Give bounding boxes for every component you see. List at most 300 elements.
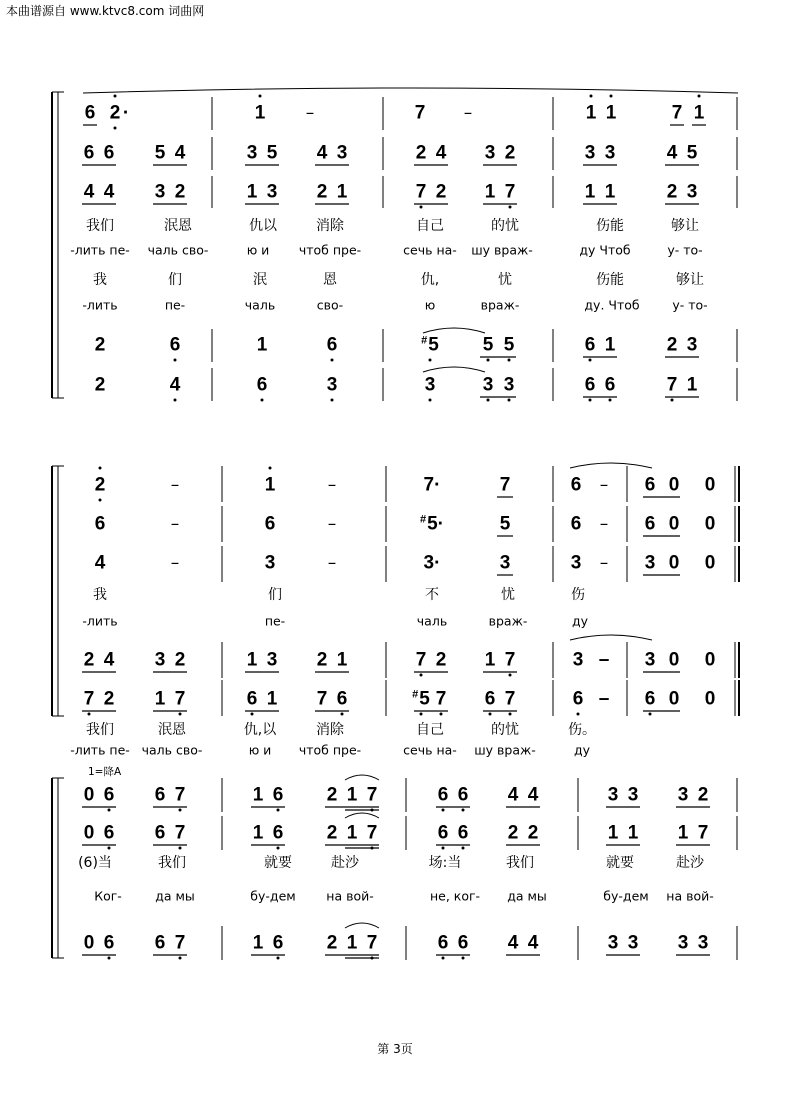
sustain-dash: – <box>170 475 180 495</box>
note: 1 <box>246 649 258 671</box>
high-octave-dot <box>114 95 117 98</box>
high-octave-dot <box>610 95 613 98</box>
note: 1 <box>346 784 358 806</box>
tie-arc <box>345 813 379 818</box>
low-octave-dot <box>420 206 423 209</box>
lyric-russian: бу-дем <box>250 888 296 904</box>
note: 0 <box>668 552 680 574</box>
note: 6 <box>584 334 596 356</box>
note: 7 <box>174 932 186 954</box>
lyric-chinese: 场:当 <box>428 855 462 871</box>
note: 1 <box>605 102 617 124</box>
note: 1 <box>693 102 705 124</box>
low-octave-dot <box>589 399 592 402</box>
low-octave-dot <box>442 809 445 812</box>
low-octave-dot <box>261 399 264 402</box>
lyric-chinese: (6)当 <box>78 855 112 871</box>
note: 2 <box>435 649 447 671</box>
low-octave-dot <box>114 127 117 130</box>
high-octave-dot <box>259 95 262 98</box>
low-octave-dot <box>88 713 91 716</box>
lyric-chinese: 仇以 <box>249 218 277 234</box>
note: 6 <box>272 932 284 954</box>
note: 6 <box>570 474 582 496</box>
note: 7 <box>366 822 378 844</box>
note: 6 <box>484 688 496 710</box>
lyric-russian: у- то- <box>667 242 703 258</box>
note: – <box>598 688 610 710</box>
note: 3 <box>503 374 515 396</box>
note: 7 <box>671 102 683 124</box>
note: 3 <box>644 649 656 671</box>
note: 0 <box>704 688 716 710</box>
sustain-dash: – <box>327 475 337 495</box>
note: 4 <box>103 181 115 203</box>
note: 1 <box>336 649 348 671</box>
lyric-chinese: 泯恩 <box>158 722 186 738</box>
note: 1 <box>254 102 266 124</box>
note: 5 <box>154 142 166 164</box>
note: 3 <box>499 552 511 574</box>
note: 3 <box>484 142 496 164</box>
lyric-russian: ю и <box>246 242 270 258</box>
lyric-russian: -лить пе- <box>70 242 130 258</box>
lyric-chinese: 伤能 <box>596 218 624 234</box>
note: 2 <box>507 822 519 844</box>
note: 0 <box>704 513 716 535</box>
note: 3 <box>246 142 258 164</box>
note: 7 <box>666 374 678 396</box>
note: 6 <box>103 932 115 954</box>
lyric-chinese: 不 <box>425 587 439 603</box>
lyric-russian: чтоб пре- <box>298 742 362 758</box>
note: 7 <box>415 649 427 671</box>
sharp-accidental: # <box>421 334 428 347</box>
low-octave-dot <box>577 713 580 716</box>
note: 2 <box>697 784 709 806</box>
note: 2 <box>435 181 447 203</box>
note: 2 <box>103 688 115 710</box>
low-octave-dot <box>609 399 612 402</box>
note: 3 <box>604 142 616 164</box>
low-octave-dot <box>509 674 512 677</box>
low-octave-dot <box>179 847 182 850</box>
note: 6 <box>154 822 166 844</box>
low-octave-dot <box>179 809 182 812</box>
note: 3· <box>423 552 441 574</box>
note: 3 <box>607 784 619 806</box>
lyric-chinese: 就要 <box>606 855 634 871</box>
note: 2 <box>666 181 678 203</box>
lyric-russian: бу-дем <box>603 888 649 904</box>
note: 3 <box>677 932 689 954</box>
lyric-russian: ду <box>573 742 591 758</box>
lyric-russian: -лить <box>82 613 118 629</box>
lyric-russian: пе- <box>264 613 286 629</box>
note: 4 <box>316 142 328 164</box>
lyric-russian: чаль сво- <box>141 742 203 758</box>
low-octave-dot <box>277 957 280 960</box>
note: 6 <box>584 374 596 396</box>
tie-arc <box>570 463 652 468</box>
high-octave-dot <box>99 467 102 470</box>
note: 1 <box>256 334 268 356</box>
note: 6 <box>437 822 449 844</box>
lyric-russian: -лить <box>82 297 118 313</box>
note: 6 <box>103 142 115 164</box>
note: 2 <box>94 374 106 396</box>
low-octave-dot <box>174 399 177 402</box>
note-digit: 5 <box>419 688 430 710</box>
note: 2 <box>326 822 338 844</box>
note: 3 <box>424 374 436 396</box>
note: 0 <box>704 474 716 496</box>
note: 6 <box>272 784 284 806</box>
note: 1 <box>604 334 616 356</box>
note: 7· <box>423 474 441 496</box>
note-digit: 5· <box>427 513 445 535</box>
lyric-chinese: 够让 <box>676 272 704 288</box>
note: 6 <box>169 334 181 356</box>
note: 7 <box>504 181 516 203</box>
note: 6 <box>604 374 616 396</box>
note-digit: 5 <box>428 334 439 356</box>
lyric-chinese: 伤能 <box>596 272 624 288</box>
lyric-chinese: 忧 <box>501 587 515 603</box>
low-octave-dot <box>489 713 492 716</box>
note: 7 <box>174 688 186 710</box>
lyric-chinese: 赴沙 <box>331 855 359 871</box>
note: 6 <box>572 688 584 710</box>
note: 6 <box>154 784 166 806</box>
lyric-russian: ду <box>571 613 589 629</box>
note: 6 <box>336 688 348 710</box>
note: 1 <box>246 181 258 203</box>
low-octave-dot <box>99 499 102 502</box>
sustain-dash: – <box>599 553 609 573</box>
high-octave-dot <box>698 95 701 98</box>
note: 6 <box>326 334 338 356</box>
note: 1 <box>266 688 278 710</box>
note: 4 <box>83 181 95 203</box>
note: 6 <box>437 784 449 806</box>
low-octave-dot <box>331 399 334 402</box>
low-octave-dot <box>508 359 511 362</box>
note: – <box>598 649 610 671</box>
note <box>412 689 430 708</box>
lyric-chinese: 们 <box>268 587 282 603</box>
note: 4 <box>174 142 186 164</box>
low-octave-dot <box>371 847 374 850</box>
note: 7 <box>415 181 427 203</box>
low-octave-dot <box>442 847 445 850</box>
note: 6 <box>94 513 106 535</box>
note: 0 <box>704 552 716 574</box>
lyric-chinese: 伤。 <box>568 722 596 738</box>
note <box>421 335 439 354</box>
note: 7 <box>366 932 378 954</box>
lyric-chinese: 泯恩 <box>164 218 192 234</box>
note: 6 <box>570 513 582 535</box>
low-octave-dot <box>341 713 344 716</box>
note: 1 <box>686 374 698 396</box>
low-octave-dot <box>487 359 490 362</box>
lyric-russian: шу враж- <box>474 742 536 758</box>
lyric-chinese: 自己 <box>416 218 444 234</box>
lyric-russian: враж- <box>488 613 528 629</box>
lyric-russian: ду. Чтоб <box>584 297 640 313</box>
high-octave-dot <box>269 467 272 470</box>
note: 2 <box>527 822 539 844</box>
lyric-russian: сечь на- <box>403 742 457 758</box>
low-octave-dot <box>277 847 280 850</box>
note: 2 <box>94 334 106 356</box>
tie-arc <box>423 328 485 333</box>
low-octave-dot <box>487 399 490 402</box>
note: 3 <box>644 552 656 574</box>
note: 6 <box>457 932 469 954</box>
note: 6 <box>83 142 95 164</box>
note: 4 <box>169 374 181 396</box>
note: 6 <box>457 822 469 844</box>
note: 3 <box>326 374 338 396</box>
low-octave-dot <box>179 957 182 960</box>
note: 4 <box>527 932 539 954</box>
sustain-dash: – <box>170 514 180 534</box>
lyric-chinese: 我 <box>93 272 107 288</box>
note: 6 <box>103 784 115 806</box>
note: 6 <box>256 374 268 396</box>
lyric-chinese: 忧 <box>498 272 512 288</box>
note: 7 <box>316 688 328 710</box>
sustain-dash: – <box>327 553 337 573</box>
note: 2 <box>666 334 678 356</box>
note: 1 <box>336 181 348 203</box>
lyric-russian: чаль <box>244 297 276 313</box>
note: 1 <box>346 932 358 954</box>
lyric-russian: у- то- <box>672 297 708 313</box>
note: 3 <box>572 649 584 671</box>
note: 2 <box>316 649 328 671</box>
note: 1 <box>484 181 496 203</box>
lyric-chinese: 我们 <box>86 722 114 738</box>
low-octave-dot <box>331 359 334 362</box>
low-octave-dot <box>174 359 177 362</box>
note: 7 <box>504 688 516 710</box>
note: 4 <box>435 142 447 164</box>
note: 1 <box>604 181 616 203</box>
lyric-chinese: 泯 <box>253 272 267 288</box>
tie-arc <box>570 635 652 640</box>
note: 0 <box>83 784 95 806</box>
sharp-accidental: # <box>412 688 419 701</box>
low-octave-dot <box>649 713 652 716</box>
low-octave-dot <box>179 713 182 716</box>
lyric-chinese: 我 <box>93 587 107 603</box>
lyric-russian: на вой- <box>666 888 714 904</box>
note: 3 <box>686 334 698 356</box>
note: 4 <box>527 784 539 806</box>
note: 0 <box>668 688 680 710</box>
note: 7 <box>366 784 378 806</box>
low-octave-dot <box>462 957 465 960</box>
sustain-dash: – <box>599 514 609 534</box>
note: 0 <box>704 649 716 671</box>
note: 2 <box>326 784 338 806</box>
note: 3 <box>570 552 582 574</box>
tie-arc <box>83 88 738 93</box>
site-header: 本曲谱源自 www.ktvc8.com 词曲网 <box>6 4 205 18</box>
low-octave-dot <box>442 957 445 960</box>
sustain-dash: – <box>599 475 609 495</box>
lyric-russian: пе- <box>164 297 186 313</box>
low-octave-dot <box>440 713 443 716</box>
low-octave-dot <box>509 206 512 209</box>
lyric-chinese: 消除 <box>316 722 344 738</box>
note: 6 <box>457 784 469 806</box>
low-octave-dot <box>429 359 432 362</box>
note: 7 <box>174 822 186 844</box>
low-octave-dot <box>509 713 512 716</box>
note: 2 <box>415 142 427 164</box>
note: 1 <box>585 102 597 124</box>
note: 2 <box>174 181 186 203</box>
lyric-chinese: 我们 <box>158 855 186 871</box>
lyric-russian: на вой- <box>326 888 374 904</box>
note: 6 <box>644 513 656 535</box>
note: 6 <box>644 474 656 496</box>
note: 3 <box>154 649 166 671</box>
note: 7 <box>697 822 709 844</box>
low-octave-dot <box>589 359 592 362</box>
note: 6 <box>246 688 258 710</box>
lyric-chinese: 我们 <box>506 855 534 871</box>
lyric-russian: Ког- <box>94 888 122 904</box>
lyric-russian: шу враж- <box>471 242 533 258</box>
note: 3 <box>336 142 348 164</box>
low-octave-dot <box>108 847 111 850</box>
note: 3 <box>154 181 166 203</box>
note: 4 <box>507 784 519 806</box>
note: 7 <box>83 688 95 710</box>
note: 2 <box>504 142 516 164</box>
low-octave-dot <box>462 809 465 812</box>
note: 1 <box>346 822 358 844</box>
note: 1 <box>154 688 166 710</box>
note: 1 <box>677 822 689 844</box>
note: 3 <box>697 932 709 954</box>
lyric-russian: ю и <box>248 742 272 758</box>
note: 7 <box>504 649 516 671</box>
low-octave-dot <box>371 809 374 812</box>
low-octave-dot <box>108 809 111 812</box>
note: 6 <box>272 822 284 844</box>
note: 5 <box>266 142 278 164</box>
lyric-chinese: 伤 <box>571 587 585 603</box>
lyric-chinese: 的忧 <box>491 722 519 738</box>
note: 1 <box>252 784 264 806</box>
lyric-russian: ду Чтоб <box>579 242 631 258</box>
note: 3 <box>584 142 596 164</box>
sustain-dash: – <box>327 514 337 534</box>
note: 5 <box>503 334 515 356</box>
sustain-dash: – <box>463 103 473 123</box>
note: 2 <box>326 932 338 954</box>
note: 1 <box>252 932 264 954</box>
note: 2 <box>109 102 121 124</box>
lyric-chinese: 消除 <box>316 218 344 234</box>
lyric-chinese: 我们 <box>86 218 114 234</box>
lyric-russian: чаль сво- <box>147 242 209 258</box>
lyric-russian: сво- <box>316 297 344 313</box>
lyric-chinese: 够让 <box>671 218 699 234</box>
note: 3 <box>607 932 619 954</box>
note: 6 <box>154 932 166 954</box>
note: 5 <box>482 334 494 356</box>
low-octave-dot <box>420 674 423 677</box>
lyric-chinese: 们 <box>168 272 182 288</box>
note: 3 <box>627 784 639 806</box>
page-number: 第 3页 <box>377 1042 413 1056</box>
note: 6 <box>644 688 656 710</box>
lyric-chinese: 的忧 <box>491 218 519 234</box>
lyric-russian: чаль <box>416 613 448 629</box>
note: 3 <box>686 181 698 203</box>
note: 1 <box>264 474 276 496</box>
note: 0 <box>668 649 680 671</box>
note: 1 <box>252 822 264 844</box>
note: · <box>122 102 130 124</box>
note: 0 <box>668 513 680 535</box>
note: 6 <box>84 102 96 124</box>
lyric-chinese: 仇,以 <box>243 722 277 738</box>
note: 0 <box>668 474 680 496</box>
note: 2 <box>316 181 328 203</box>
tie-arc <box>423 367 485 372</box>
lyric-russian: да мы <box>507 888 547 904</box>
note: 3 <box>482 374 494 396</box>
low-octave-dot <box>508 399 511 402</box>
note: 7 <box>435 688 447 710</box>
low-octave-dot <box>429 399 432 402</box>
lyric-russian: сечь на- <box>403 242 457 258</box>
low-octave-dot <box>251 713 254 716</box>
sustain-dash: – <box>170 553 180 573</box>
note: 0 <box>83 932 95 954</box>
note: 6 <box>103 822 115 844</box>
note: 1 <box>484 649 496 671</box>
tie-arc <box>345 775 379 780</box>
note: 2 <box>174 649 186 671</box>
note: 0 <box>83 822 95 844</box>
note: 5 <box>686 142 698 164</box>
note: 1 <box>607 822 619 844</box>
note: 7 <box>414 102 426 124</box>
lyric-russian: да мы <box>155 888 195 904</box>
note: 1 <box>584 181 596 203</box>
note: 2 <box>83 649 95 671</box>
low-octave-dot <box>420 713 423 716</box>
note: 4 <box>103 649 115 671</box>
sharp-accidental: # <box>419 513 427 526</box>
note <box>420 514 444 533</box>
low-octave-dot <box>671 399 674 402</box>
lyric-russian: не, ког- <box>429 888 481 904</box>
lyric-chinese: 自己 <box>416 722 444 738</box>
note: 4 <box>507 932 519 954</box>
note: 3 <box>266 649 278 671</box>
low-octave-dot <box>371 957 374 960</box>
